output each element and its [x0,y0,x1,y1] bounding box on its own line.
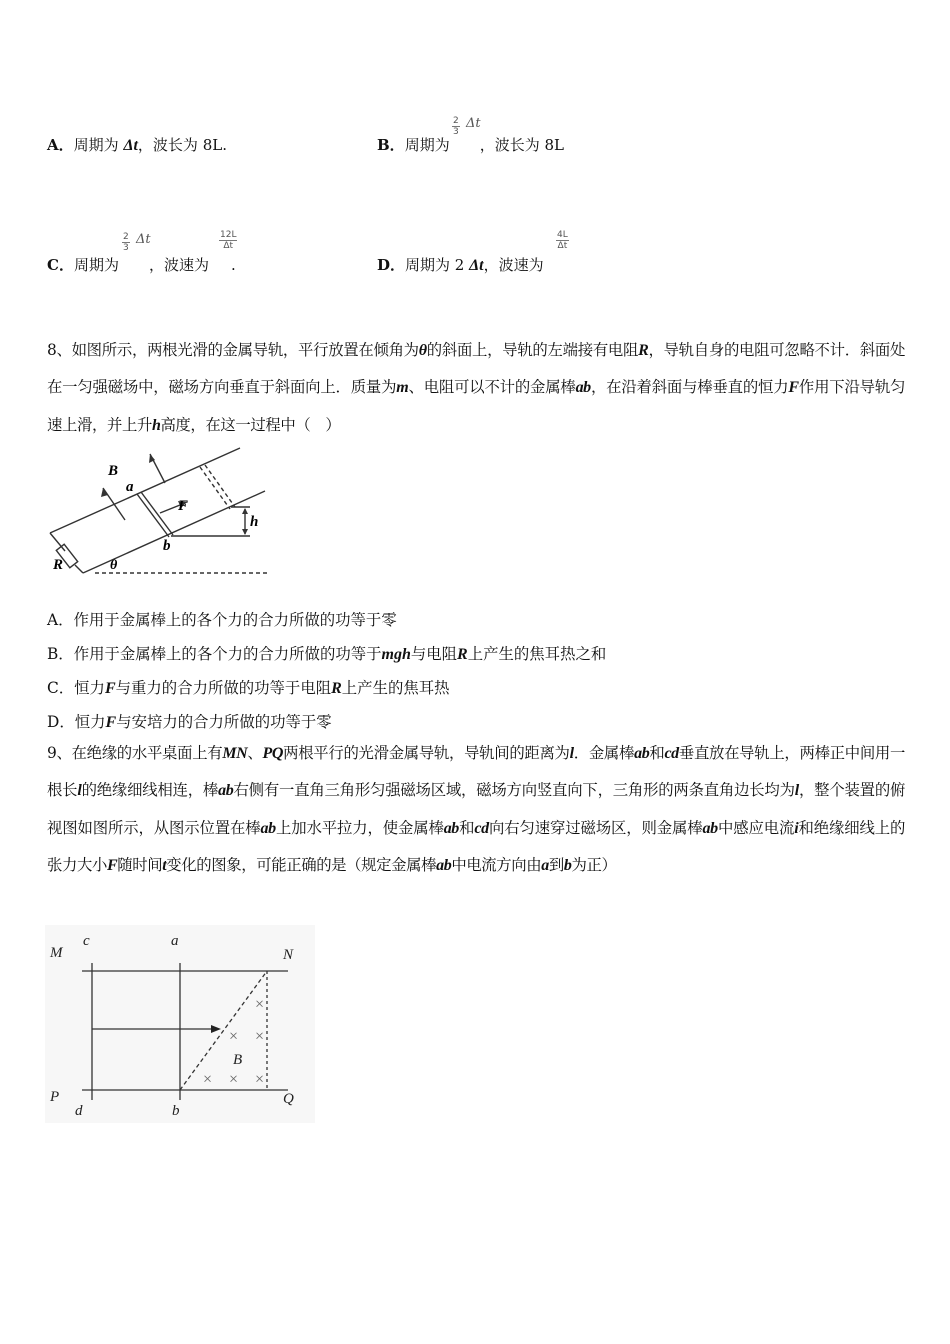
variable: h [151,416,161,434]
option-text: ，波速为 [483,256,544,274]
fraction-var: Δt [136,232,151,247]
text-segment: 向右匀速穿过磁场区，则金属棒 [488,818,703,837]
variable: ab [575,379,591,397]
variable: F [104,680,116,697]
q9-rails-figure [45,925,320,1125]
variable: i [794,819,799,837]
option-text: 周期为 [73,256,119,274]
text-segment: 随时间 [117,855,163,874]
fraction-den: Δt [557,241,568,251]
cross-icon: × [202,1071,213,1088]
option-text: ，波速为 [148,256,209,274]
q7-option-d [377,254,544,275]
option-text: ，波长为 8L [479,136,564,154]
fraction-num: 4L [557,230,568,240]
variable: Δt [123,137,138,154]
text-segment: ．金属棒 [573,744,635,762]
text-segment: 9、在绝缘的水平桌面上有 [47,744,223,762]
text-segment: 8、如图所示，两根光滑的金属导轨，平行放置在倾角为 [47,341,419,359]
label-b: b [163,538,171,554]
label-B: B [108,463,119,479]
variable: Δt [469,257,484,274]
label-B: B [233,1052,243,1068]
q7-option-a [47,134,227,155]
text-segment: 上产生的焦耳热 [341,679,450,697]
label-F: F [178,498,189,514]
variable: l [794,782,799,800]
variable: ab [634,745,650,762]
option-text: 周期为 2 [405,256,465,274]
variable: ab [702,819,718,837]
variable: R [457,646,468,663]
q8-option-b [47,642,606,664]
variable: F [105,714,117,731]
q7-option-b [377,134,564,155]
option-text: ，波长为 8L. [137,136,227,154]
text-segment: 和 [458,818,475,837]
label-b: b [172,1103,180,1119]
variable: l [77,782,82,800]
option-label: B． [377,136,405,154]
variable: θ [418,342,427,359]
variable: t [162,856,167,874]
text-segment: 与重力的合力所做的功等于电阻 [115,679,332,697]
text-segment: 与安培力的合力所做的功等于零 [116,713,332,731]
variable: l [569,745,574,762]
option-text: 周期为 [404,136,450,154]
text-segment: 中电流方向由 [451,855,542,874]
cross-icon: × [254,1071,265,1088]
fraction [122,232,130,253]
text-segment: ，整个装置的俯视图如图所示，从图示位置在棒 [47,781,906,837]
q8-stem [47,332,905,444]
label-theta: θ [110,558,118,573]
variable: ab [260,819,276,837]
fraction-den: 3 [453,127,459,137]
text-segment: 和 [649,744,665,762]
text-segment: 到 [548,855,564,874]
cross-icon: × [228,1071,239,1088]
label-d: d [75,1103,83,1119]
label-P: P [50,1089,60,1105]
fraction-num: 2 [453,116,459,126]
text-segment: 上加水平拉力，使金属棒 [275,818,444,837]
variable: R [638,342,649,359]
variable: MN [222,745,248,762]
variable: R [331,680,342,697]
cross-icon: × [254,1028,265,1045]
option-text: 周期为 [73,136,119,154]
text-segment: 中感应电流 [717,818,795,837]
text-segment: ，在沿着斜面与棒垂直的恒力 [590,378,789,397]
variable: ab [218,782,234,800]
fraction-num: 12L [220,230,237,240]
label-a: a [126,479,134,495]
text-segment: 、 [247,744,263,762]
text-segment: 和绝缘细线上的张力大小 [47,818,905,874]
option-label: A． [47,136,74,154]
fraction [556,230,569,251]
text-segment: 高度，在这一过程中（ ） [160,415,341,434]
option-text: . [230,256,236,274]
variable: b [563,856,572,874]
text-segment: 变化的图象，可能正确的是（规定金属棒 [166,855,437,874]
text-segment: 与电阻 [410,645,458,663]
upper-rail [50,448,240,533]
variable: cd [664,745,679,762]
variable: ab [443,819,459,837]
text-segment: 的斜面上，导轨的左端接有电阻 [426,341,639,359]
variable: PQ [262,745,284,762]
label-M: M [50,945,63,961]
fraction [219,230,237,251]
label-Q: Q [283,1091,294,1107]
variable: m [396,379,409,397]
q8-incline-figure [45,447,270,583]
q9-stem [47,735,905,884]
cross-icon: × [254,996,265,1013]
label-a: a [171,933,179,949]
text-segment: 右侧有一直角三角形匀强磁场区域，磁场方向竖直向下，三角形的两条直角边长均为 [233,781,795,800]
text-segment: 的绝缘细线相连，棒 [81,781,219,800]
text-segment: D．恒力 [47,713,106,731]
text-segment: C．恒力 [47,679,105,697]
fraction-den: Δt [223,241,234,251]
q7-option-c [47,254,236,275]
fraction [452,116,460,137]
q8-option-c [47,676,450,698]
cross-icon: × [228,1028,239,1045]
label-N: N [283,947,294,963]
q8-option-a [47,608,397,630]
text-segment: 上产生的焦耳热之和 [467,645,607,663]
fraction-num: 2 [123,232,129,242]
option-label: C． [47,256,74,274]
text-segment: A．作用于金属棒上的各个力的合力所做的功等于零 [47,611,397,629]
text-segment: B．作用于金属棒上的各个力的合力所做的功等于 [47,645,382,663]
text-segment: 垂直放在导轨上，两棒正中间用一根长 [47,744,905,800]
text-segment: 作用下沿导轨匀速上滑，并上升 [47,378,905,434]
variable: ab [436,856,452,874]
label-R: R [53,557,64,573]
variable: a [541,856,549,874]
text-segment: 为正） [571,855,617,874]
variable: F [106,856,118,874]
q8-option-d [47,710,332,732]
option-label: D． [377,256,406,274]
label-h: h [250,514,259,530]
text-segment: 、电阻可以不计的金属棒 [408,378,576,397]
rod-ab [137,494,169,537]
variable: F [788,379,799,397]
text-segment: ，导轨自身的电阻可忽略不计．斜面处在一匀强磁场中，磁场方向垂直于斜面向上．质量为 [47,341,905,397]
fraction-var: Δt [466,116,481,131]
variable: mgh [381,646,411,663]
text-segment: 两根平行的光滑金属导轨，导轨间的距离为 [283,744,570,762]
variable: cd [474,819,489,837]
label-c: c [83,933,90,949]
fraction-den: 3 [123,243,129,253]
